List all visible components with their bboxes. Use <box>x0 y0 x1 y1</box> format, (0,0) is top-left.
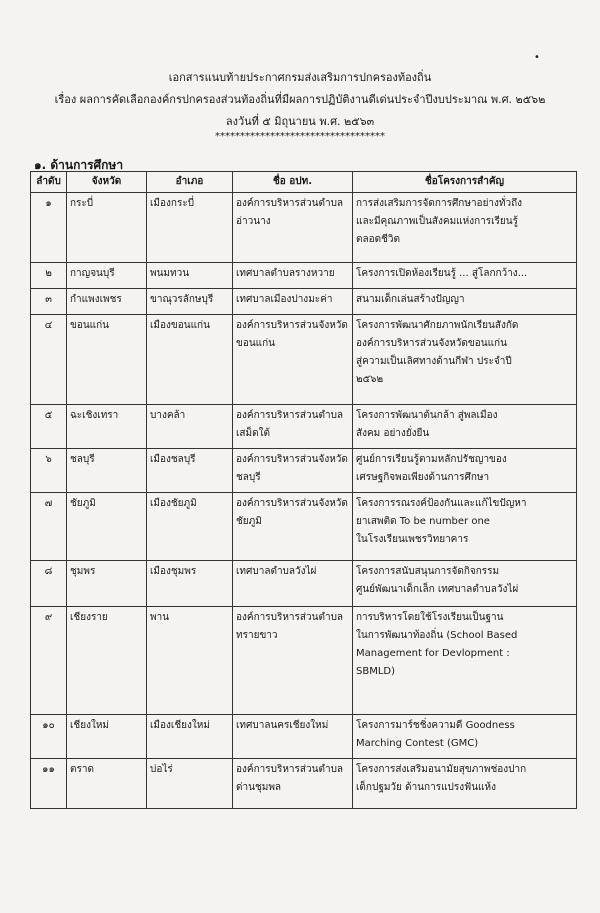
cell-project-line: โครงการสนับสนุนการจัดกิจกรรม <box>356 566 500 577</box>
cell-org-line: องค์การบริหารส่วนตำบล <box>236 764 344 775</box>
cell-project-line: SBMLD) <box>356 666 396 677</box>
cell-district: ขาณุวรลักษบุรี <box>147 289 233 315</box>
cell-project-line: ศูนย์พัฒนาเด็กเล็ก เทศบาลตำบลวังไผ่ <box>356 584 519 595</box>
cell-province: ฉะเชิงเทรา <box>67 405 147 449</box>
table-row <box>31 493 577 561</box>
cell-project <box>353 561 577 607</box>
cell-province: ตราด <box>67 759 147 809</box>
cell-no: ๙ <box>31 607 67 715</box>
table-row <box>31 263 577 289</box>
cell-project-line: การส่งเสริมการจัดการศึกษาอย่างทั่วถึง <box>356 198 523 209</box>
cell-province: ชุมพร <box>67 561 147 607</box>
cell-province: ชลบุรี <box>67 449 147 493</box>
cell-org-line: อ่าวนาง <box>236 216 271 227</box>
cell-org-line: องค์การบริหารส่วนตำบล <box>236 198 344 209</box>
cell-org <box>233 315 353 405</box>
cell-no: ๔ <box>31 315 67 405</box>
cell-org-line: องค์การบริหารส่วนจังหวัด <box>236 498 348 509</box>
cell-project <box>353 607 577 715</box>
cell-project-line: ยาเสพติด To be number one <box>356 516 490 527</box>
table-header-row <box>31 172 577 193</box>
cell-project-line: โครงการรณรงค์ป้องกันและแก้ไขปัญหา <box>356 498 527 509</box>
scan-dot-mark: • <box>534 52 540 63</box>
cell-project-line: ในการพัฒนาท้องถิ่น (School Based <box>356 630 518 641</box>
cell-org <box>233 449 353 493</box>
cell-no: ๑๑ <box>31 759 67 809</box>
cell-province: เชียงราย <box>67 607 147 715</box>
cell-project-line: Management for Devlopment : <box>356 648 510 659</box>
cell-org-line: องค์การบริหารส่วนตำบล <box>236 410 344 421</box>
doc-heading-line1: เอกสารแนบท้ายประกาศกรมส่งเสริมการปกครองท้องถิ่น <box>168 71 432 84</box>
cell-project <box>353 315 577 405</box>
results-table <box>30 171 577 809</box>
cell-org-line: ด่านชุมพล <box>236 782 282 793</box>
col-header-no: ลำดับ <box>31 172 67 193</box>
cell-org <box>233 263 353 289</box>
cell-district: เมืองเชียงใหม่ <box>147 715 233 759</box>
cell-no: ๒ <box>31 263 67 289</box>
cell-org-line: เทศบาลตำบลวังไผ่ <box>236 566 317 577</box>
cell-org-line: เทศบาลตำบลรางหวาย <box>236 268 335 279</box>
cell-org <box>233 193 353 263</box>
cell-district: พนมทวน <box>147 263 233 289</box>
cell-district: บางคล้า <box>147 405 233 449</box>
cell-no: ๑ <box>31 193 67 263</box>
cell-no: ๖ <box>31 449 67 493</box>
cell-district: เมืองขอนแก่น <box>147 315 233 405</box>
cell-project-line: โครงการส่งเสริมอนามัยสุขภาพช่องปาก <box>356 764 527 775</box>
table-row <box>31 561 577 607</box>
cell-project-line: เศรษฐกิจพอเพียงด้านการศึกษา <box>356 472 490 483</box>
cell-project-line: ตลอดชีวิต <box>356 234 401 245</box>
table-row <box>31 315 577 405</box>
cell-org <box>233 405 353 449</box>
cell-project-line: ในโรงเรียนเพชรวิทยาคาร <box>356 534 469 545</box>
col-header-province: จังหวัด <box>67 172 147 193</box>
cell-project-line: ๒๕๖๒ <box>356 374 384 385</box>
cell-org-line: เสม็ดใต้ <box>236 428 270 439</box>
table-row <box>31 193 577 263</box>
col-header-district: อำเภอ <box>147 172 233 193</box>
cell-project <box>353 193 577 263</box>
cell-org <box>233 715 353 759</box>
cell-org-line: ขอนแก่น <box>236 338 276 349</box>
table-row <box>31 759 577 809</box>
cell-project-line: โครงการมาร์ชชิ่งความดี Goodness <box>356 720 515 731</box>
doc-heading-date: ลงวันที่ ๕ มิถุนายน พ.ศ. ๒๕๖๓ <box>225 115 375 128</box>
cell-org <box>233 607 353 715</box>
cell-project-line: ศูนย์การเรียนรู้ตามหลักปรัชญาของ <box>356 454 507 465</box>
cell-project-line: เด็กปฐมวัย ด้านการแปรงฟันแห้ง <box>356 782 496 793</box>
cell-no: ๓ <box>31 289 67 315</box>
cell-project <box>353 263 577 289</box>
col-header-org: ชื่อ อปท. <box>233 172 353 193</box>
section-title: ๑. ด้านการศึกษา <box>34 158 124 172</box>
cell-province: ขอนแก่น <box>67 315 147 405</box>
cell-project-line: สังคม อย่างยั่งยืน <box>356 428 430 439</box>
cell-org-line: เทศบาลนครเชียงใหม่ <box>236 720 329 731</box>
cell-org <box>233 759 353 809</box>
cell-province: เชียงใหม่ <box>67 715 147 759</box>
cell-province: ชัยภูมิ <box>67 493 147 561</box>
cell-no: ๑๐ <box>31 715 67 759</box>
cell-project-line: Marching Contest (GMC) <box>356 738 479 749</box>
cell-province: กาญจนบุรี <box>67 263 147 289</box>
cell-no: ๕ <box>31 405 67 449</box>
cell-district: บ่อไร่ <box>147 759 233 809</box>
cell-project-line: โครงการพัฒนาศักยภาพนักเรียนสังกัด <box>356 320 519 331</box>
table-row <box>31 715 577 759</box>
cell-org-line: องค์การบริหารส่วนจังหวัด <box>236 320 348 331</box>
cell-org-line: เทศบาลเมืองปางมะค่า <box>236 294 333 305</box>
cell-project <box>353 759 577 809</box>
table-row <box>31 289 577 315</box>
cell-project-line: องค์การบริหารส่วนจังหวัดขอนแก่น <box>356 338 507 349</box>
cell-org <box>233 561 353 607</box>
cell-project-line: สู่ความเป็นเลิศทางด้านกีฬา ประจำปี <box>356 356 512 367</box>
cell-province: กำแพงเพชร <box>67 289 147 315</box>
cell-district: เมืองชัยภูมิ <box>147 493 233 561</box>
cell-project-line: โครงการเปิดห้องเรียนรู้ ... สู่โลกกว้าง... <box>356 268 528 279</box>
cell-project-line: การบริหารโดยใช้โรงเรียนเป็นฐาน <box>356 612 504 623</box>
cell-district: พาน <box>147 607 233 715</box>
cell-district: เมืองชลบุรี <box>147 449 233 493</box>
doc-heading-line2: เรื่อง ผลการคัดเลือกองค์กรปกครองส่วนท้องถิ่นที่มีผลการปฏิบัติงานดีเด่นประจำปีงบประมาณ พ.ศ. ๒๕๖๒ <box>54 93 546 106</box>
cell-project <box>353 405 577 449</box>
col-header-project: ชื่อโครงการสำคัญ <box>353 172 577 193</box>
cell-district: เมืองชุมพร <box>147 561 233 607</box>
table-row <box>31 405 577 449</box>
cell-project-line: และมีคุณภาพเป็นสังคมแห่งการเรียนรู้ <box>356 216 518 227</box>
table-row <box>31 449 577 493</box>
cell-org <box>233 289 353 315</box>
cell-no: ๘ <box>31 561 67 607</box>
separator-stars: ********************************** <box>215 131 385 142</box>
cell-org-line: ทรายขาว <box>236 630 278 641</box>
cell-org <box>233 493 353 561</box>
cell-project <box>353 715 577 759</box>
cell-province: กระบี่ <box>67 193 147 263</box>
cell-org-line: องค์การบริหารส่วนตำบล <box>236 612 344 623</box>
cell-project <box>353 449 577 493</box>
cell-org-line: ชลบุรี <box>236 472 261 483</box>
cell-project-line: โครงการพัฒนาต้นกล้า สู่พลเมือง <box>356 410 498 421</box>
cell-district: เมืองกระบี่ <box>147 193 233 263</box>
cell-project <box>353 493 577 561</box>
table-row <box>31 607 577 715</box>
cell-no: ๗ <box>31 493 67 561</box>
cell-org-line: องค์การบริหารส่วนจังหวัด <box>236 454 348 465</box>
cell-org-line: ชัยภูมิ <box>236 516 262 527</box>
cell-project <box>353 289 577 315</box>
cell-project-line: สนามเด็กเล่นสร้างปัญญา <box>356 294 465 305</box>
